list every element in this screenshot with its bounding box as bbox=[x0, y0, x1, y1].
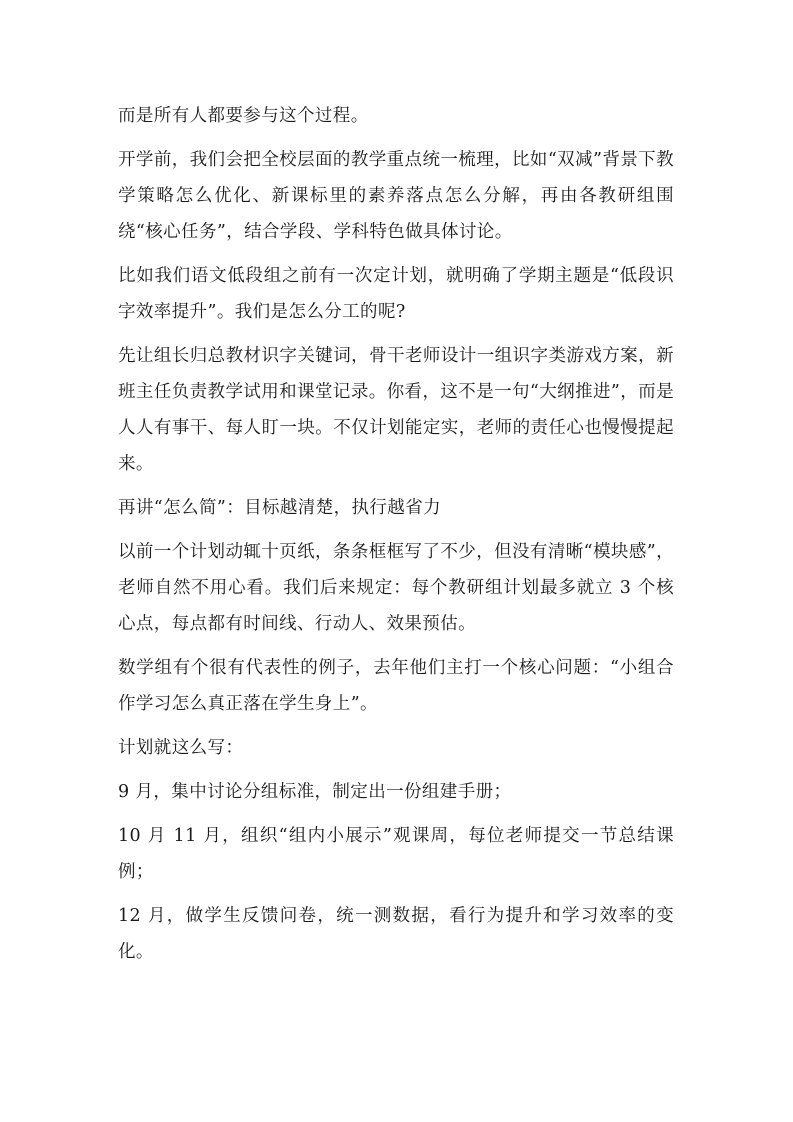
paragraph-division-of-labor: 先让组长归总教材识字关键词，骨干老师设计一组识字类游戏方案，新班主任负责教学试用和课堂记录。你看，这不是一句“大纲推进”，而是人人有事干、每人盯一块。不仅计划能定实，老师的责任心也慢慢提起来。 bbox=[118, 346, 674, 474]
plan-item-october-november: 10 月 11 月，组织“组内小展示”观课周，每位老师提交一节总结课例； bbox=[118, 826, 674, 882]
plan-item-december: 12 月，做学生反馈问卷，统一测数据，看行为提升和学习效率的变化。 bbox=[118, 906, 674, 962]
document-page bbox=[118, 98, 674, 978]
section-heading-simplify: 再讲“怎么简”：目标越清楚，执行越省力 bbox=[118, 498, 441, 518]
paragraph-plan-intro: 计划就这么写： bbox=[118, 738, 244, 758]
paragraph-three-core-points: 以前一个计划动辄十页纸，条条框框写了不少，但没有清晰“模块感”，老师自然不用心看。我们后来规定：每个教研组计划最多就立 3 个核心点，每点都有时间线、行动人、效果预估。 bbox=[118, 542, 674, 634]
paragraph-chinese-group-example: 比如我们语文低段组之前有一次定计划，就明确了学期主题是“低段识字效率提升”。我们是怎么分工的呢? bbox=[118, 266, 674, 322]
paragraph-math-group-example: 数学组有个很有代表性的例子，去年他们主打一个核心问题：“小组合作学习怎么真正落在学生身上”。 bbox=[118, 658, 674, 714]
paragraph-semester-planning: 开学前，我们会把全校层面的教学重点统一梳理，比如“双减”背景下教学策略怎么优化、新课标里的素养落点怎么分解，再由各教研组围绕“核心任务”，结合学段、学科特色做具体讨论。 bbox=[118, 150, 674, 242]
paragraph-intro-continuation: 而是所有人都要参与这个过程。 bbox=[118, 106, 369, 126]
plan-item-september: 9 月，集中讨论分组标准，制定出一份组建手册； bbox=[118, 782, 512, 802]
